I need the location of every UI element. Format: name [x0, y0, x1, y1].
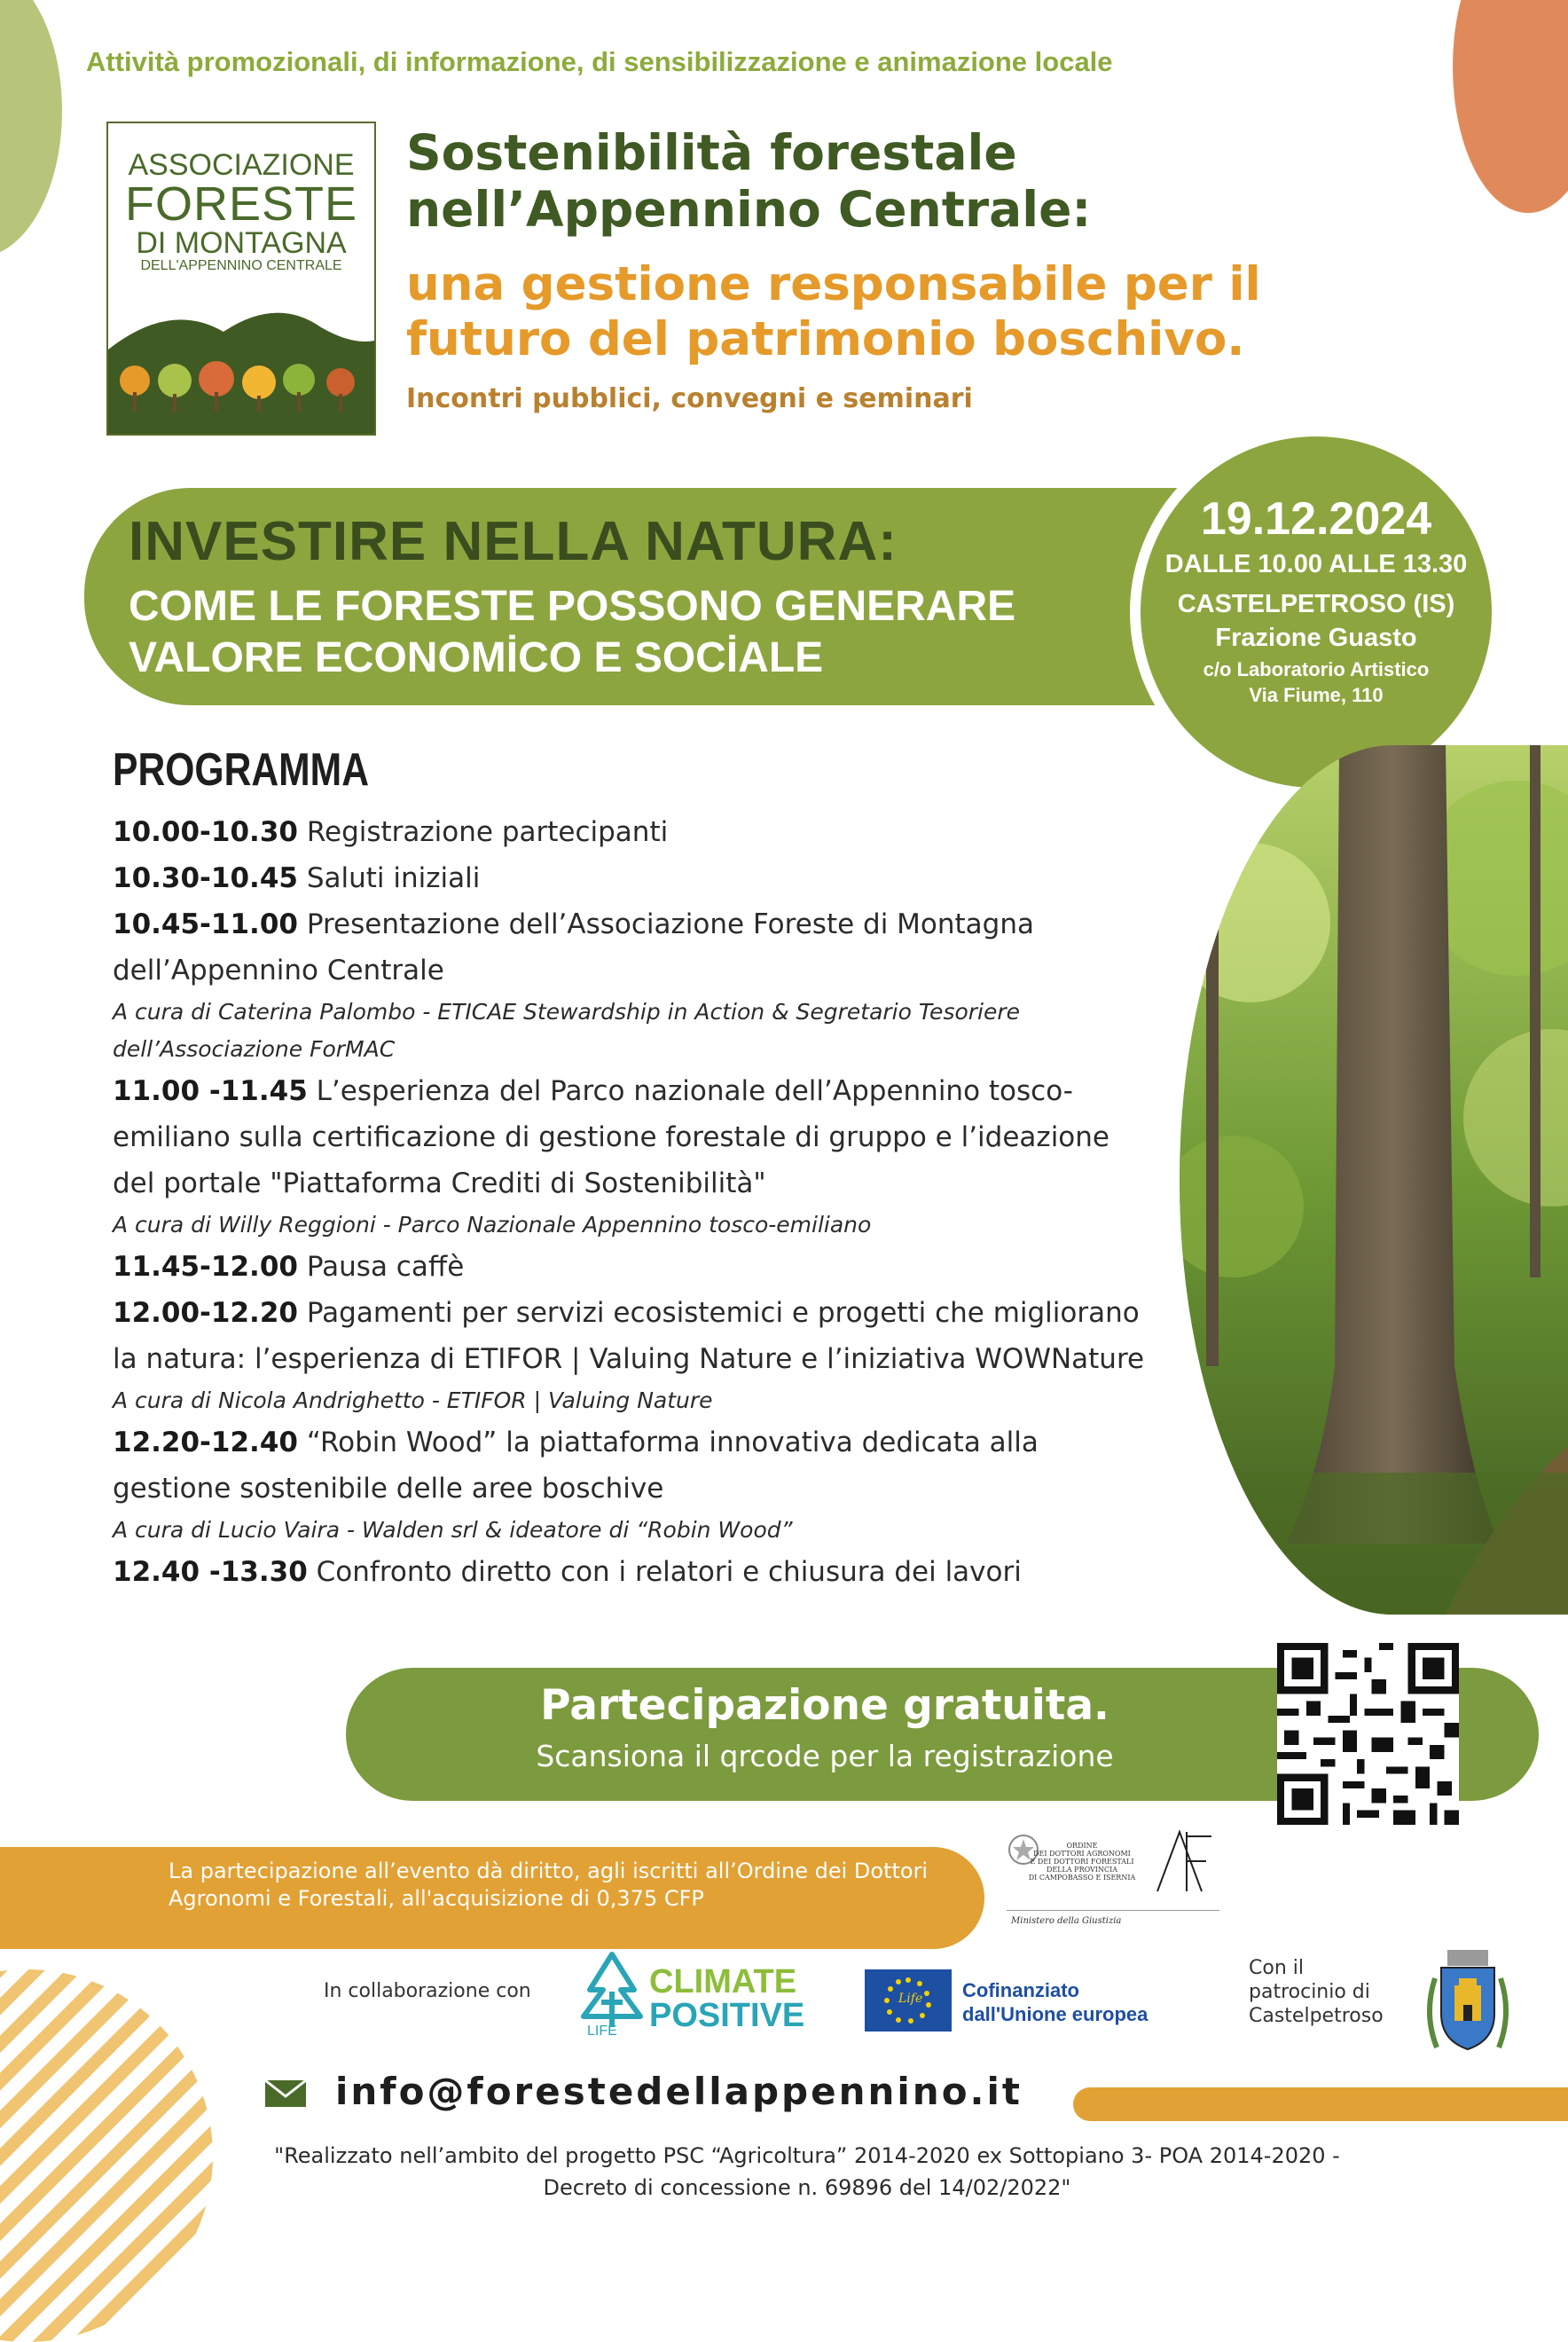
eu-line-1: Cofinanziato: [962, 1979, 1079, 2001]
program-item: [113, 855, 1150, 901]
program-item-speaker: A cura di Caterina Palombo - ETICAE Stewardship in Action & Segretario Tesoriere dell’Associazione ForMAC: [113, 999, 1021, 1062]
eu-line-2: dall'Unione europea: [962, 2003, 1149, 2025]
program-item: [113, 1419, 1150, 1512]
footer-line-2: Decreto di concessione n. 69896 del 14/02/2022": [543, 2175, 1071, 2200]
climate-word: CLIMATE: [649, 1963, 797, 2000]
ordine-divider: [1007, 1910, 1219, 1911]
logo-line-2: FORESTE: [124, 177, 358, 231]
program-item-speaker: A cura di Willy Reggioni - Parco Nazionale Appennino tosco-emiliano: [113, 1212, 872, 1238]
program-item: [113, 1244, 1150, 1290]
email-accent-bar: [1073, 2087, 1568, 2121]
event-subtitle: [129, 581, 1104, 684]
eu-cofunding-text: [962, 1978, 1148, 2026]
program-item-text: Confronto diretto con i relatori e chiusura dei lavori: [316, 1556, 1022, 1588]
ordine-line: DEI DOTTORI AGRONOMI: [1033, 1850, 1131, 1858]
ordine-text: [1015, 1842, 1149, 1882]
main-title: [406, 124, 1293, 238]
ordine-agronomi-logo: [1007, 1827, 1219, 1943]
climate-positive-logo: [576, 1947, 825, 2045]
program-item-time: 10.00-10.30: [113, 816, 298, 848]
decorative-corner-top-right: [1453, 0, 1568, 213]
logo-line-1: ASSOCIAZIONE: [128, 148, 355, 182]
logo-line-3: DI MONTAGNA: [136, 226, 347, 260]
event-subtitle-line-1: COME LE FORESTE POSSONO GENERARE: [129, 583, 1016, 630]
program-title: PROGRAMMA: [113, 744, 369, 796]
program-item-text: Registrazione partecipanti: [306, 816, 669, 848]
program-list: [113, 809, 1150, 1595]
event-date: 19.12.2024: [1200, 493, 1432, 545]
program-item: [113, 901, 1150, 994]
main-subtitle-line-1: una gestione responsabile per il: [406, 257, 1261, 311]
ordine-line: DELLA PROVINCIA: [1046, 1866, 1118, 1874]
contact-email[interactable]: info@forestedellappennino.it: [335, 2070, 1023, 2113]
program-item: [113, 1549, 1150, 1595]
cfp-text: La partecipazione all’evento dà diritto, agli iscritti all’Ordine dei Dottori Agronomi e Forestali, all'acquisizione di 0,375 CFP: [169, 1859, 929, 1911]
event-frazione: Frazione Guasto: [1215, 624, 1417, 652]
program-item-time: 12.20-12.40: [113, 1426, 298, 1458]
logo-line-4: DELL'APPENNINO CENTRALE: [140, 258, 342, 273]
castelpetroso-crest-icon: [1419, 1943, 1517, 2058]
decorative-corner-top-left: [0, 0, 62, 257]
program-item-time: 12.40 -13.30: [113, 1556, 308, 1588]
program-item-text: L’esperienza del Parco nazionale dell’Appennino tosco-emiliano sulla certificazione di gestione forestale di gruppo e l’ideazione del portale "Piattaforma Crediti di Sostenibilità": [113, 1075, 1109, 1199]
program-item-time: 11.45-12.00: [113, 1251, 298, 1283]
program-item: [113, 1068, 1150, 1206]
program-item-time: 11.00 -11.45: [113, 1075, 308, 1107]
program-item-text: Pausa caffè: [306, 1251, 465, 1283]
footer-note: [186, 2140, 1428, 2204]
logo-hills-trees-icon: [108, 296, 374, 434]
event-type: Incontri pubblici, convegni e seminari: [406, 383, 973, 414]
main-title-line-2: nell’Appennino Centrale:: [406, 181, 1092, 238]
ministry-label: Ministero della Giustizia: [1011, 1916, 1122, 1926]
event-subtitle-line-2: VALORE ECONOMİCO E SOCİALE: [129, 634, 824, 681]
ordine-line: DI CAMPOBASSO E ISERNIA: [1028, 1874, 1136, 1882]
association-logo: [106, 122, 376, 436]
program-item-text: “Robin Wood” la piattaforma innovativa dedicata alla gestione sostenibile delle aree boschive: [113, 1426, 1039, 1505]
climate-life-label: LIFE: [587, 2024, 617, 2039]
envelope-icon: [263, 2079, 308, 2109]
strapline: Attività promozionali, di informazione, di sensibilizzazione e animazione locale: [86, 46, 1113, 77]
main-subtitle: [406, 257, 1382, 367]
eu-cofunding-logo: [865, 1969, 1166, 2036]
program-item-text: Pagamenti per servizi ecosistemici e progetti che migliorano la natura: l’esperienza di ETIFOR | Valuing Nature e l’iniziativa WOWNature: [113, 1297, 1145, 1375]
event-time: DALLE 10.00 ALLE 13.30: [1164, 550, 1468, 578]
participation-subtitle: Scansiona il qrcode per la registrazione: [536, 1739, 1114, 1773]
program-item-time: 12.00-12.20: [113, 1297, 298, 1329]
positive-word: POSITIVE: [649, 1997, 805, 2034]
main-subtitle-line-2: futuro del patrimonio boschivo.: [406, 312, 1245, 366]
event-address: Via Fiume, 110: [1249, 684, 1384, 706]
patronage-label: Con il patrocinio di Castelpetroso: [1249, 1957, 1384, 2027]
collaboration-label: In collaborazione con: [324, 1980, 531, 2002]
footer-line-1: "Realizzato nell’ambito del progetto PSC “Agricoltura” 2014-2020 ex Sottopiano 3- POA 2014-2020 -: [274, 2143, 1340, 2168]
life-mark: Life: [898, 1992, 923, 2006]
program-item: [113, 809, 1150, 855]
ordine-line: ORDINE: [1066, 1842, 1098, 1850]
forest-photo: [1180, 745, 1568, 1615]
decorative-striped-circle: [0, 1969, 213, 2342]
program-item: [113, 1290, 1150, 1382]
event-title: INVESTIRE NELLA NATURA:: [129, 511, 898, 572]
registration-qr-code[interactable]: [1277, 1643, 1459, 1825]
program-item-speaker: A cura di Nicola Andrighetto - ETIFOR | Valuing Nature: [113, 1387, 713, 1413]
program-item-speaker: A cura di Lucio Vaira - Walden srl & ideatore di “Robin Wood”: [113, 1517, 793, 1543]
event-venue: c/o Laboratorio Artistico: [1203, 658, 1430, 680]
main-title-line-1: Sostenibilità forestale: [406, 124, 1017, 181]
ordine-line: E DEI DOTTORI FORESTALI: [1030, 1858, 1134, 1866]
participation-title: Partecipazione gratuita.: [540, 1681, 1109, 1730]
program-item-text: Saluti iniziali: [306, 862, 481, 894]
event-place: CASTELPETROSO (IS): [1177, 590, 1455, 618]
af-monogram-icon: [1153, 1827, 1215, 1894]
program-item-time: 10.30-10.45: [113, 862, 298, 894]
program-item-time: 10.45-11.00: [113, 908, 298, 940]
program-item-text: Presentazione dell’Associazione Foreste di Montagna dell’Appennino Centrale: [113, 908, 1034, 986]
